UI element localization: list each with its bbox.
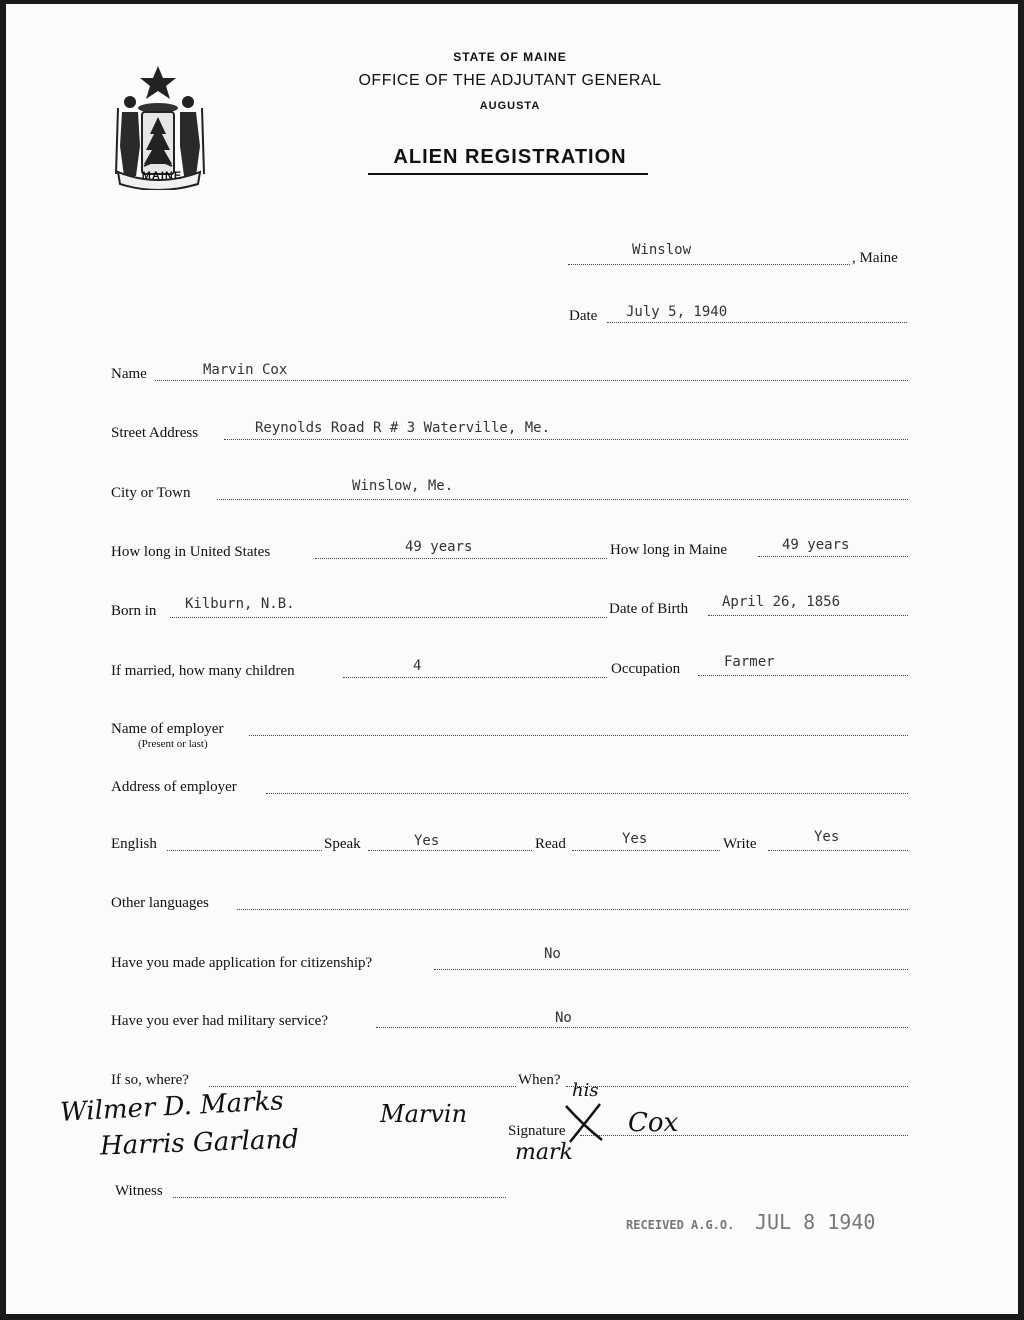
witness-signature-1: Wilmer D. Marks <box>59 1086 285 1128</box>
city-value: Winslow, Me. <box>352 478 454 494</box>
name-line <box>155 380 908 381</box>
occupation-label: Occupation <box>611 661 681 677</box>
signature-first-name: Marvin <box>380 1100 468 1128</box>
place-value: Winslow <box>632 242 692 258</box>
speak-label: Speak <box>324 836 361 852</box>
employer-label: Name of employer <box>111 721 224 737</box>
dob-label: Date of Birth <box>609 601 689 617</box>
occupation-line <box>698 675 908 676</box>
read-label: Read <box>535 836 566 852</box>
children-label: If married, how many children <box>111 663 295 679</box>
military-value: No <box>555 1010 572 1026</box>
citizenship-label: Have you made application for citizenship? <box>111 955 373 971</box>
date-line <box>607 322 907 323</box>
name-value: Marvin Cox <box>203 362 288 378</box>
english-label: English <box>111 836 157 852</box>
employer-address-label: Address of employer <box>111 779 237 795</box>
citizenship-value: No <box>544 946 561 962</box>
received-stamp: RECEIVED A.G.O. <box>626 1218 735 1232</box>
children-value: 4 <box>413 658 422 674</box>
city-heading: AUGUSTA <box>479 100 541 112</box>
speak-line <box>368 850 532 851</box>
name-label: Name <box>111 366 147 382</box>
title-underline <box>368 173 648 175</box>
state-heading: STATE OF MAINE <box>453 50 567 64</box>
read-value: Yes <box>622 831 648 847</box>
office-heading: OFFICE OF THE ADJUTANT GENERAL <box>358 72 662 89</box>
other-languages-label: Other languages <box>111 895 209 911</box>
employer-note: (Present or last) <box>138 738 208 750</box>
born-label: Born in <box>111 603 157 619</box>
signature-mark-his: his <box>572 1080 599 1101</box>
military-label: Have you ever had military service? <box>111 1013 328 1029</box>
date-value: July 5, 1940 <box>626 304 728 320</box>
children-line <box>343 677 607 678</box>
citizenship-line <box>434 969 908 970</box>
military-line <box>376 1027 908 1028</box>
maine-years-line <box>758 556 908 557</box>
street-value: Reynolds Road R # 3 Waterville, Me. <box>255 420 551 436</box>
where-label: If so, where? <box>111 1072 189 1088</box>
write-label: Write <box>723 836 757 852</box>
signature-label: Signature <box>508 1123 566 1139</box>
speak-value: Yes <box>414 833 440 849</box>
maine-years-label: How long in Maine <box>610 542 728 558</box>
seal-banner-text: MAINE <box>141 170 183 182</box>
us-years-value: 49 years <box>405 539 473 555</box>
place-line <box>568 264 850 265</box>
us-years-line <box>315 558 607 559</box>
place-suffix: , Maine <box>852 250 898 266</box>
city-label: City or Town <box>111 485 191 501</box>
date-label: Date <box>569 308 598 324</box>
signature-mark-text: mark <box>515 1140 573 1165</box>
signature-last-name: Cox <box>628 1108 679 1138</box>
city-line <box>217 499 908 500</box>
us-years-label: How long in United States <box>111 544 271 560</box>
maine-years-value: 49 years <box>782 537 850 553</box>
street-label: Street Address <box>111 425 199 441</box>
write-value: Yes <box>814 829 840 845</box>
born-value: Kilburn, N.B. <box>185 596 295 612</box>
when-line <box>566 1086 908 1087</box>
born-line <box>170 617 607 618</box>
witness-label: Witness <box>115 1183 163 1199</box>
other-languages-line <box>237 909 908 910</box>
occupation-value: Farmer <box>724 654 775 670</box>
employer-line <box>249 735 908 736</box>
witness-signature-2: Harris Garland <box>99 1124 300 1162</box>
read-line <box>572 850 720 851</box>
dob-value: April 26, 1856 <box>722 594 841 610</box>
dob-line <box>708 615 908 616</box>
street-line <box>224 439 908 440</box>
employer-address-line <box>266 793 908 794</box>
write-line <box>768 850 908 851</box>
form-title: ALIEN REGISTRATION <box>393 146 627 168</box>
when-label: When? <box>518 1072 561 1088</box>
english-line <box>167 850 322 851</box>
received-stamp-date: JUL 8 1940 <box>755 1210 876 1234</box>
witness-line <box>173 1197 506 1198</box>
